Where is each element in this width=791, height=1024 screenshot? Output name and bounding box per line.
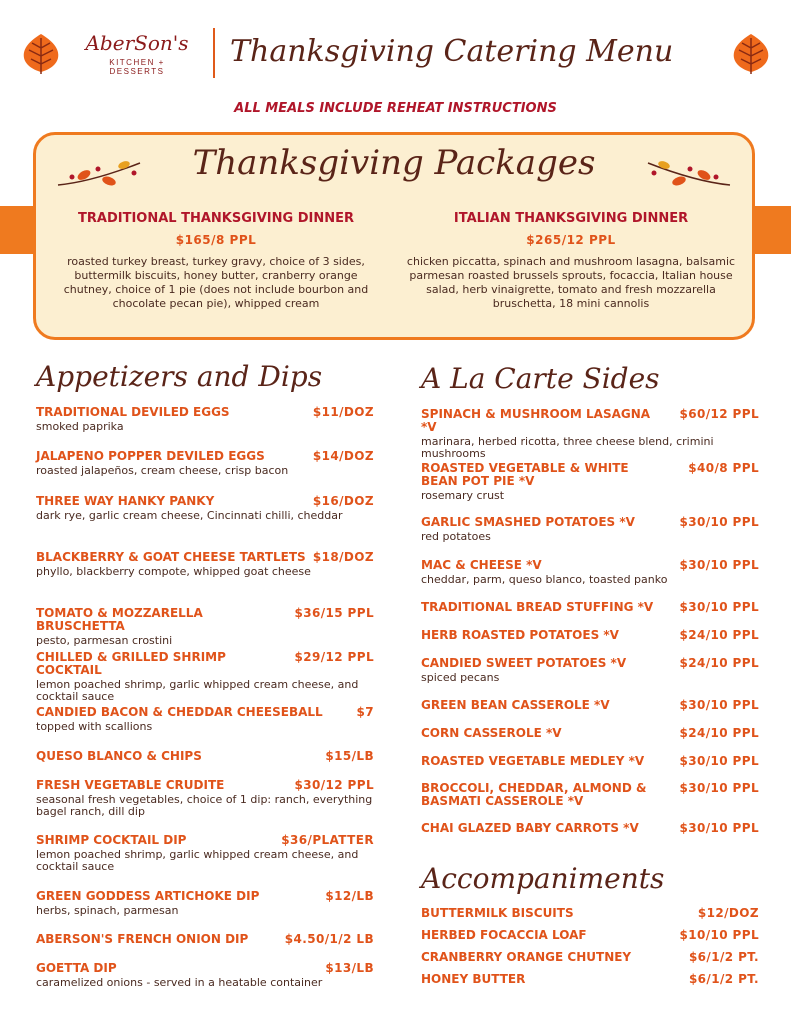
autumn-leaf-icon bbox=[728, 30, 774, 76]
item-price: $10/10 PPL bbox=[679, 928, 759, 942]
item-price: $6/1/2 PT. bbox=[688, 950, 759, 964]
item-name: SPINACH & MUSHROOM LASAGNA *V bbox=[421, 407, 651, 434]
item-description: lemon poached shrimp, garlic whipped cream cheese, and cocktail sauce bbox=[36, 678, 359, 703]
menu-item bbox=[421, 629, 759, 642]
menu-item bbox=[421, 929, 759, 942]
item-name: HERB ROASTED POTATOES *V bbox=[421, 628, 619, 642]
item-price: $24/10 PPL bbox=[679, 628, 759, 642]
package-description: chicken piccatta, spinach and mushroom lasagna, balsamic parmesan roasted brussels sprouts, focaccia, Italian house salad, herb vinaigrette, tomato and fresh mozzarella bruschetta, 18 mini cannolis bbox=[406, 255, 736, 310]
item-price: $18/DOZ bbox=[312, 550, 374, 564]
item-price: $14/DOZ bbox=[312, 449, 374, 463]
menu-item bbox=[421, 755, 759, 768]
item-name: CANDIED SWEET POTATOES *V bbox=[421, 656, 627, 670]
item-price: $30/12 PPL bbox=[294, 778, 374, 792]
menu-item bbox=[421, 516, 759, 543]
menu-item bbox=[36, 933, 374, 946]
item-price: $36/PLATTER bbox=[281, 833, 374, 847]
item-price: $11/DOZ bbox=[312, 405, 374, 419]
item-description: marinara, herbed ricotta, three cheese blend, crimini mushrooms bbox=[421, 435, 714, 460]
item-price: $24/10 PPL bbox=[679, 656, 759, 670]
packages-title: Thanksgiving Packages bbox=[192, 143, 596, 183]
item-name: GREEN GODDESS ARTICHOKE DIP bbox=[36, 889, 260, 903]
item-name: BLACKBERRY & GOAT CHEESE TARTLETS bbox=[36, 550, 306, 564]
item-name: ROASTED VEGETABLE MEDLEY *V bbox=[421, 754, 645, 768]
package-price: $265/12 PPL bbox=[526, 233, 616, 247]
autumn-leaf-icon bbox=[18, 30, 64, 76]
item-price: $30/10 PPL bbox=[679, 600, 759, 614]
header-divider bbox=[213, 28, 215, 78]
item-name: CANDIED BACON & CHEDDAR CHEESEBALL bbox=[36, 705, 323, 719]
item-name: FRESH VEGETABLE CRUDITE bbox=[36, 778, 225, 792]
menu-item bbox=[421, 462, 759, 502]
package-traditional bbox=[51, 211, 381, 311]
package-price: $165/8 PPL bbox=[175, 233, 257, 247]
package-italian bbox=[406, 211, 736, 311]
item-price: $29/12 PPL bbox=[294, 650, 374, 664]
menu-item bbox=[36, 551, 374, 578]
menu-item bbox=[36, 890, 374, 917]
item-price: $6/1/2 PT. bbox=[688, 972, 759, 986]
item-name: SHRIMP COCKTAIL DIP bbox=[36, 833, 187, 847]
item-price: $24/10 PPL bbox=[679, 726, 759, 740]
sides-title: A La Carte Sides bbox=[421, 362, 660, 395]
menu-item bbox=[421, 657, 759, 684]
menu-item bbox=[36, 406, 374, 433]
berry-branch-icon bbox=[644, 155, 734, 195]
item-name: THREE WAY HANKY PANKY bbox=[36, 494, 215, 508]
item-description: phyllo, blackberry compote, whipped goat cheese bbox=[36, 565, 311, 578]
item-name: CHAI GLAZED BABY CARROTS *V bbox=[421, 821, 639, 835]
item-name: TRADITIONAL DEVILED EGGS bbox=[36, 405, 230, 419]
item-price: $30/10 PPL bbox=[679, 781, 759, 795]
item-description: spiced pecans bbox=[421, 671, 500, 684]
item-price: $12/DOZ bbox=[697, 906, 759, 920]
packages-panel bbox=[33, 132, 755, 340]
item-name: GREEN BEAN CASSEROLE *V bbox=[421, 698, 610, 712]
item-price: $40/8 PPL bbox=[688, 461, 759, 475]
menu-item bbox=[421, 699, 759, 712]
menu-item bbox=[36, 834, 374, 873]
item-name: CORN CASSEROLE *V bbox=[421, 726, 562, 740]
item-description: roasted jalapeños, cream cheese, crisp bacon bbox=[36, 464, 289, 477]
item-price: $4.50/1/2 LB bbox=[284, 932, 374, 946]
item-price: $36/15 PPL bbox=[294, 606, 374, 620]
item-name: GARLIC SMASHED POTATOES *V bbox=[421, 515, 635, 529]
menu-item bbox=[421, 601, 759, 614]
item-name: TOMATO & MOZZARELLA BRUSCHETTA bbox=[36, 606, 203, 633]
item-description: caramelized onions - served in a heatable container bbox=[36, 976, 323, 989]
item-description: cheddar, parm, queso blanco, toasted panko bbox=[421, 573, 668, 586]
menu-item bbox=[421, 727, 759, 740]
appetizers-title: Appetizers and Dips bbox=[36, 360, 323, 393]
item-price: $12/LB bbox=[325, 889, 374, 903]
menu-item bbox=[421, 822, 759, 835]
package-name: ITALIAN THANKSGIVING DINNER bbox=[453, 211, 689, 226]
item-price: $30/10 PPL bbox=[679, 754, 759, 768]
menu-item bbox=[421, 559, 759, 586]
item-price: $16/DOZ bbox=[312, 494, 374, 508]
menu-item bbox=[36, 495, 374, 522]
menu-item bbox=[421, 907, 759, 920]
package-name: TRADITIONAL THANKSGIVING DINNER bbox=[78, 211, 354, 226]
menu-item bbox=[36, 450, 374, 477]
item-name: CRANBERRY ORANGE CHUTNEY bbox=[421, 950, 632, 964]
item-description: herbs, spinach, parmesan bbox=[36, 904, 179, 917]
logo-name: AberSon's bbox=[85, 31, 189, 55]
item-name: BROCCOLI, CHEDDAR, ALMOND & BASMATI CASSEROLE *V bbox=[421, 781, 647, 808]
accompaniments-title: Accompaniments bbox=[421, 862, 665, 895]
item-price: $60/12 PPL bbox=[679, 407, 759, 421]
item-description: smoked paprika bbox=[36, 420, 124, 433]
item-name: MAC & CHEESE *V bbox=[421, 558, 542, 572]
item-name: HONEY BUTTER bbox=[421, 972, 526, 986]
item-name: TRADITIONAL BREAD STUFFING *V bbox=[421, 600, 654, 614]
item-description: red potatoes bbox=[421, 530, 491, 543]
menu-item bbox=[36, 750, 374, 763]
menu-item bbox=[36, 651, 374, 703]
logo-tagline: KITCHEN + DESSERTS bbox=[109, 58, 165, 76]
item-description: rosemary crust bbox=[421, 489, 505, 502]
menu-item bbox=[36, 706, 374, 733]
item-name: CHILLED & GRILLED SHRIMP COCKTAIL bbox=[36, 650, 226, 677]
menu-item bbox=[421, 408, 759, 460]
menu-item bbox=[421, 973, 759, 986]
item-description: lemon poached shrimp, garlic whipped cream cheese, and cocktail sauce bbox=[36, 848, 359, 873]
logo bbox=[82, 32, 192, 76]
menu-item bbox=[36, 779, 374, 818]
item-price: $15/LB bbox=[325, 749, 374, 763]
item-name: ROASTED VEGETABLE & WHITE BEAN POT PIE *V bbox=[421, 461, 629, 488]
item-price: $30/10 PPL bbox=[679, 558, 759, 572]
page-title: Thanksgiving Catering Menu bbox=[230, 34, 674, 69]
item-price: $13/LB bbox=[325, 961, 374, 975]
item-description: topped with scallions bbox=[36, 720, 153, 733]
item-price: $30/10 PPL bbox=[679, 821, 759, 835]
item-price: $30/10 PPL bbox=[679, 515, 759, 529]
item-price: $7 bbox=[356, 705, 374, 719]
menu-item bbox=[421, 951, 759, 964]
item-name: JALAPENO POPPER DEVILED EGGS bbox=[36, 449, 265, 463]
reheat-note: ALL MEALS INCLUDE REHEAT INSTRUCTIONS bbox=[234, 101, 557, 116]
item-name: HERBED FOCACCIA LOAF bbox=[421, 928, 587, 942]
item-price: $30/10 PPL bbox=[679, 698, 759, 712]
item-description: seasonal fresh vegetables, choice of 1 dip: ranch, everything bagel ranch, dill dip bbox=[36, 793, 373, 818]
item-description: pesto, parmesan crostini bbox=[36, 634, 173, 647]
item-name: ABERSON'S FRENCH ONION DIP bbox=[36, 932, 249, 946]
menu-item bbox=[36, 962, 374, 989]
menu-item bbox=[421, 782, 759, 808]
item-description: dark rye, garlic cream cheese, Cincinnati chilli, cheddar bbox=[36, 509, 343, 522]
package-description: roasted turkey breast, turkey gravy, choice of 3 sides, buttermilk biscuits, honey butter, cranberry orange chutney, choice of 1 pie (does not include bourbon and chocolate pecan pie), whipped cream bbox=[63, 255, 369, 310]
item-name: BUTTERMILK BISCUITS bbox=[421, 906, 574, 920]
menu-item bbox=[36, 607, 374, 647]
item-name: QUESO BLANCO & CHIPS bbox=[36, 749, 202, 763]
item-name: GOETTA DIP bbox=[36, 961, 117, 975]
